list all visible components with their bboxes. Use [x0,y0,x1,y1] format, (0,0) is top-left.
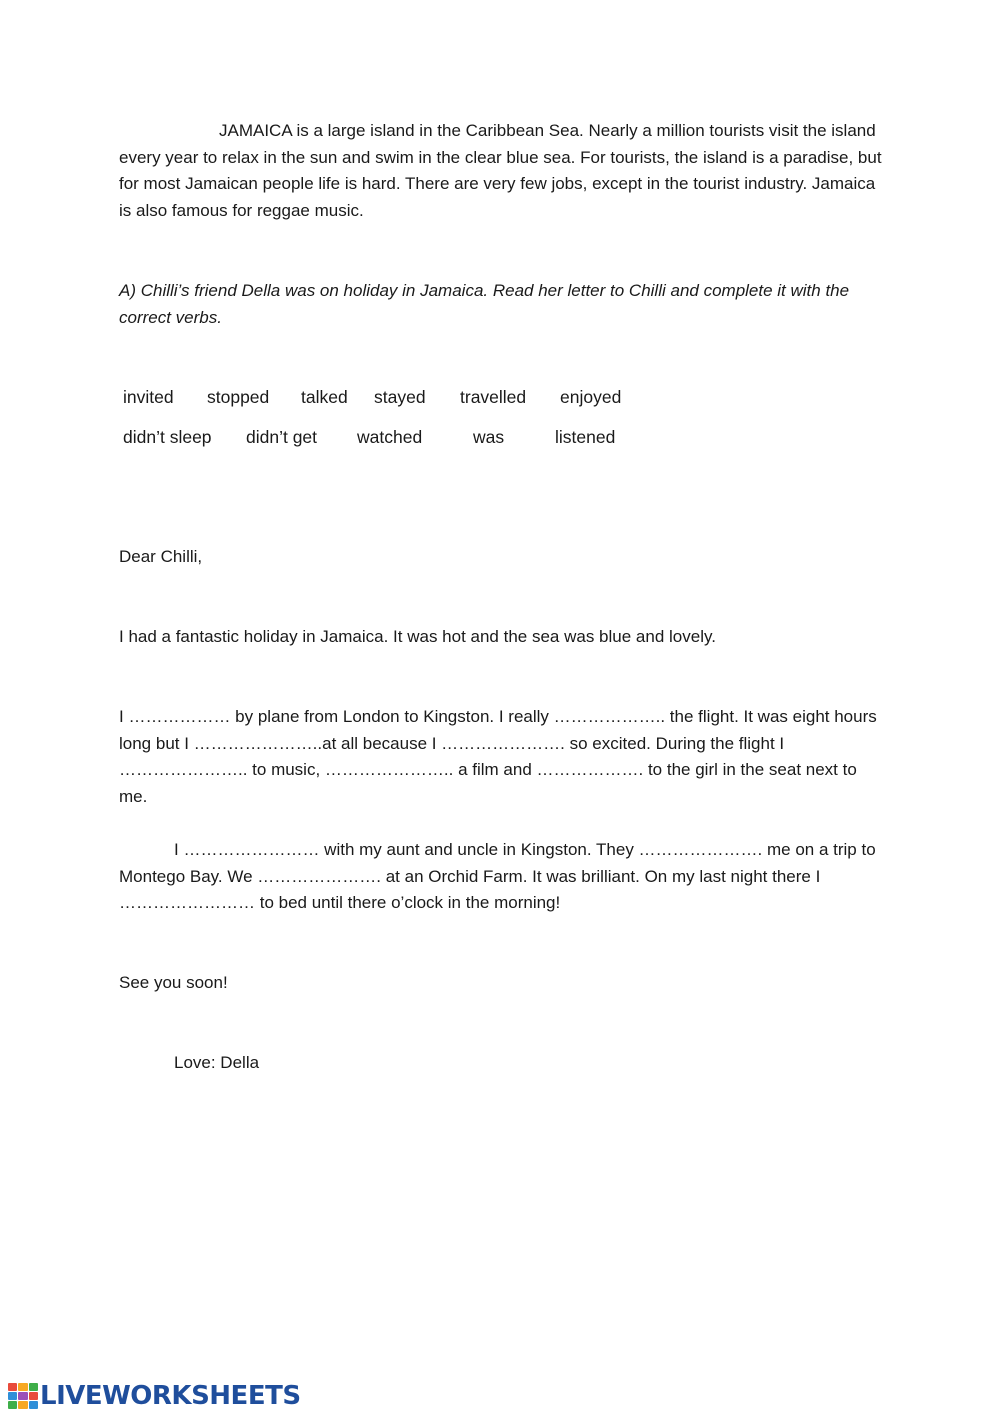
word-invited: invited [123,387,174,407]
word-enjoyed: enjoyed [560,387,622,407]
word-listened: listened [555,427,616,447]
word-travelled: travelled [460,387,527,407]
exercise-instruction: A) Chilli’s friend Della was on holiday in Jamaica. Read her letter to Chilli and complete it with the correct verbs. [119,281,850,327]
word-didnt-get: didn’t get [246,427,318,447]
intro-paragraph [119,118,889,224]
letter-paragraph-3-text: I …………………… with my aunt and uncle in Kingston. They …………………. me on a trip to Montego Bay. We …………………. at an Orchid Farm. It was brilliant. On my last night there I …………………… to bed until there o’clock in the morning! [119,840,876,912]
letter-paragraph-1: I had a fantastic holiday in Jamaica. It was hot and the sea was blue and lovely. [119,627,716,646]
letter-paragraph-2: I ……………… by plane from London to Kingston. I really ……………….. the flight. It was eight hours long but I …………………..at all because I …………………. so excited. During the flight I ………………….. to music, ………………….. a film and ………………. to the girl in the seat next to me. [119,707,877,806]
word-watched: watched [357,427,423,447]
word-stopped: stopped [207,387,270,407]
letter-greeting: Dear Chilli, [119,547,203,566]
logo-text: LIVEWORKSHEETS [40,1381,301,1411]
letter-signoff: Love: Della [174,1053,260,1072]
word-stayed: stayed [374,387,426,407]
logo-mark-icon [8,1383,38,1409]
word-was: was [473,427,505,447]
word-didnt-sleep: didn’t sleep [123,427,212,447]
word-talked: talked [301,387,348,407]
liveworksheets-logo [8,1381,301,1411]
letter-closing: See you soon! [119,973,228,992]
letter-paragraph-3 [119,837,889,917]
intro-text: JAMAICA is a large island in the Caribbean Sea. Nearly a million tourists visit the island every year to relax in the sun and swim in the clear blue sea. For tourists, the island is a paradise, but for most Jamaican people life is hard. There are very few jobs, except in the tourist industry. Jamaica is also famous for reggae music. [119,121,882,220]
